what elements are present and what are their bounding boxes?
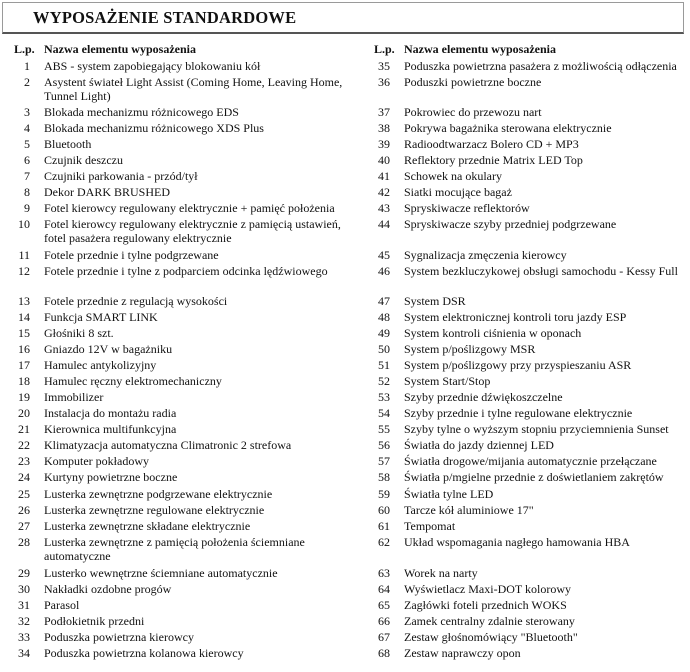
item-name: Lusterko wewnętrzne ściemniane automatycznie — [44, 566, 278, 580]
item-name: Fotele przednie i tylne podgrzewane — [44, 248, 219, 262]
item-number: 54 — [378, 406, 390, 420]
item-number: 57 — [378, 454, 390, 468]
item-number: 21 — [18, 422, 30, 436]
item-name: Głośniki 8 szt. — [44, 326, 114, 340]
item-name: Hamulec ręczny elektromechaniczny — [44, 374, 222, 388]
item-name: Czujniki parkowania - przód/tył — [44, 169, 198, 183]
item-number: 35 — [378, 59, 390, 73]
item-number: 26 — [18, 503, 30, 517]
item-number: 38 — [378, 121, 390, 135]
item-name: Poduszka powietrzna pasażera z możliwością odłączenia — [404, 59, 677, 73]
item-number: 20 — [18, 406, 30, 420]
item-name: Kurtyny powietrzne boczne — [44, 470, 178, 484]
item-name: Pokrywa bagażnika sterowana elektrycznie — [404, 121, 612, 135]
item-name: Zamek centralny zdalnie sterowany — [404, 614, 575, 628]
item-number: 18 — [18, 374, 30, 388]
item-name: Fotel kierowcy regulowany elektrycznie + pamięć położenia — [44, 201, 335, 215]
item-name: Instalacja do montażu radia — [44, 406, 177, 420]
item-name: Funkcja SMART LINK — [44, 310, 158, 324]
item-name: Radioodtwarzacz Bolero CD + MP3 — [404, 137, 579, 151]
item-name: Schowek na okulary — [404, 169, 502, 183]
item-name: System p/poślizgowy przy przyspieszaniu ASR — [404, 358, 632, 372]
item-number: 24 — [18, 470, 30, 484]
item-name: Podłokietnik przedni — [44, 614, 145, 628]
item-number: 44 — [378, 217, 390, 231]
item-name: Hamulec antykolizyjny — [44, 358, 157, 372]
item-number: 29 — [18, 566, 30, 580]
item-name: Siatki mocujące bagaż — [404, 185, 512, 199]
right-name-header: Nazwa elementu wyposażenia — [404, 42, 556, 56]
item-number: 19 — [18, 390, 30, 404]
item-name: Tempomat — [404, 519, 456, 533]
item-name: Poduszka powietrzna kierowcy — [44, 630, 194, 644]
item-number: 50 — [378, 342, 390, 356]
item-name: ABS - system zapobiegający blokowaniu kół — [44, 59, 261, 73]
item-number: 2 — [24, 75, 30, 89]
item-name: System kontroli ciśnienia w oponach — [404, 326, 582, 340]
item-number: 48 — [378, 310, 390, 324]
item-number: 16 — [18, 342, 30, 356]
item-number: 30 — [18, 582, 30, 596]
item-number: 4 — [24, 121, 30, 135]
item-number: 11 — [18, 248, 30, 262]
item-number: 66 — [378, 614, 390, 628]
item-number: 37 — [378, 105, 390, 119]
item-name: System elektronicznej kontroli toru jazdy ESP — [404, 310, 627, 324]
item-name: Nakładki ozdobne progów — [44, 582, 172, 596]
item-name: Blokada mechanizmu różnicowego XDS Plus — [44, 121, 264, 135]
item-number: 25 — [18, 487, 30, 501]
item-number: 45 — [378, 248, 390, 262]
item-name: Lusterka zewnętrzne składane elektrycznie — [44, 519, 251, 533]
item-number: 5 — [24, 137, 30, 151]
item-number: 64 — [378, 582, 390, 596]
item-number: 58 — [378, 470, 390, 484]
item-number: 40 — [378, 153, 390, 167]
item-number: 55 — [378, 422, 390, 436]
item-number: 27 — [18, 519, 30, 533]
item-name: Lusterka zewnętrzne regulowane elektrycznie — [44, 503, 265, 517]
right-lp-header: L.p. — [374, 42, 395, 56]
item-name: Gniazdo 12V w bagażniku — [44, 342, 173, 356]
item-number: 14 — [18, 310, 30, 324]
item-name: System Start/Stop — [404, 374, 491, 388]
item-number: 36 — [378, 75, 390, 89]
item-name: Lusterka zewnętrzne z pamięcią położenia ściemniane automatyczne — [44, 535, 305, 563]
item-name: Klimatyzacja automatyczna Climatronic 2 strefowa — [44, 438, 292, 452]
item-name: Tarcze kół aluminiowe 17" — [404, 503, 534, 517]
item-number: 6 — [24, 153, 30, 167]
page-title: WYPOSAŻENIE STANDARDOWE — [33, 8, 297, 27]
item-number: 63 — [378, 566, 390, 580]
item-name: Immobilizer — [44, 390, 104, 404]
item-number: 60 — [378, 503, 390, 517]
item-number: 39 — [378, 137, 390, 151]
item-name: System bezkluczykowej obsługi samochodu - Kessy Full — [404, 264, 678, 278]
item-number: 62 — [378, 535, 390, 549]
item-name: Kierownica multifunkcyjna — [44, 422, 177, 436]
item-number: 32 — [18, 614, 30, 628]
item-number: 22 — [18, 438, 30, 452]
item-name: Lusterka zewnętrzne podgrzewane elektrycznie — [44, 487, 273, 501]
left-name-header: Nazwa elementu wyposażenia — [44, 42, 196, 56]
item-number: 52 — [378, 374, 390, 388]
item-number: 9 — [24, 201, 30, 215]
item-number: 10 — [18, 217, 30, 231]
item-number: 68 — [378, 646, 390, 660]
item-name: Poduszki powietrzne boczne — [404, 75, 542, 89]
item-name: Reflektory przednie Matrix LED Top — [404, 153, 583, 167]
item-name: Asystent świateł Light Assist (Coming Home, Leaving Home, Tunnel Light) — [44, 75, 343, 103]
item-number: 41 — [378, 169, 390, 183]
item-name: Światła p/mgielne przednie z doświetlaniem zakrętów — [404, 470, 664, 484]
item-name: Blokada mechanizmu różnicowego EDS — [44, 105, 239, 119]
item-name: Dekor DARK BRUSHED — [44, 185, 170, 199]
item-name: System DSR — [404, 294, 466, 308]
item-name: Fotel kierowcy regulowany elektrycznie z pamięcią ustawień, fotel pasażera regulowany elektrycznie — [44, 217, 341, 245]
item-name: Szyby przednie dźwiękoszczelne — [404, 390, 563, 404]
item-number: 43 — [378, 201, 390, 215]
item-name: Światła tylne LED — [404, 487, 494, 501]
item-number: 15 — [18, 326, 30, 340]
item-name: Parasol — [44, 598, 80, 612]
title-box — [2, 2, 684, 34]
item-number: 59 — [378, 487, 390, 501]
item-number: 56 — [378, 438, 390, 452]
item-name: Spryskiwacze reflektorów — [404, 201, 530, 215]
item-number: 12 — [18, 264, 30, 278]
item-number: 67 — [378, 630, 390, 644]
item-number: 34 — [18, 646, 30, 660]
item-name: Szyby tylne o wyższym stopniu przyciemnienia Sunset — [404, 422, 669, 436]
item-number: 28 — [18, 535, 30, 549]
item-name: Układ wspomagania nagłego hamowania HBA — [404, 535, 630, 549]
item-name: Światła drogowe/mijania automatycznie przełączane — [404, 454, 657, 468]
item-name: Fotele przednie z regulacją wysokości — [44, 294, 228, 308]
item-name: Pokrowiec do przewozu nart — [404, 105, 542, 119]
item-name: Światła do jazdy dziennej LED — [404, 438, 554, 452]
item-number: 33 — [18, 630, 30, 644]
left-lp-header: L.p. — [14, 42, 35, 56]
item-name: Wyświetlacz Maxi-DOT kolorowy — [404, 582, 572, 596]
item-number: 1 — [24, 59, 30, 73]
item-number: 49 — [378, 326, 390, 340]
item-number: 17 — [18, 358, 30, 372]
item-number: 13 — [18, 294, 30, 308]
item-number: 23 — [18, 454, 30, 468]
item-number: 65 — [378, 598, 390, 612]
item-name: System p/poślizgowy MSR — [404, 342, 536, 356]
item-number: 47 — [378, 294, 390, 308]
item-number: 42 — [378, 185, 390, 199]
item-name: Worek na narty — [404, 566, 478, 580]
item-name: Szyby przednie i tylne regulowane elektrycznie — [404, 406, 633, 420]
item-name: Zagłówki foteli przednich WOKS — [404, 598, 567, 612]
item-name: Bluetooth — [44, 137, 92, 151]
item-number: 61 — [378, 519, 390, 533]
item-name: Poduszka powietrzna kolanowa kierowcy — [44, 646, 244, 660]
item-name: Zestaw naprawczy opon — [404, 646, 521, 660]
item-name: Spryskiwacze szyby przedniej podgrzewane — [404, 217, 617, 231]
item-name: Czujnik deszczu — [44, 153, 123, 167]
item-number: 53 — [378, 390, 390, 404]
item-number: 46 — [378, 264, 390, 278]
item-name: Fotele przednie i tylne z podparciem odcinka lędźwiowego — [44, 264, 328, 278]
item-number: 7 — [24, 169, 30, 183]
item-name: Zestaw głośnomówiący "Bluetooth" — [404, 630, 578, 644]
item-number: 51 — [378, 358, 390, 372]
item-number: 3 — [24, 105, 30, 119]
item-number: 31 — [18, 598, 30, 612]
item-name: Komputer pokładowy — [44, 454, 149, 468]
item-name: Sygnalizacja zmęczenia kierowcy — [404, 248, 567, 262]
item-number: 8 — [24, 185, 30, 199]
